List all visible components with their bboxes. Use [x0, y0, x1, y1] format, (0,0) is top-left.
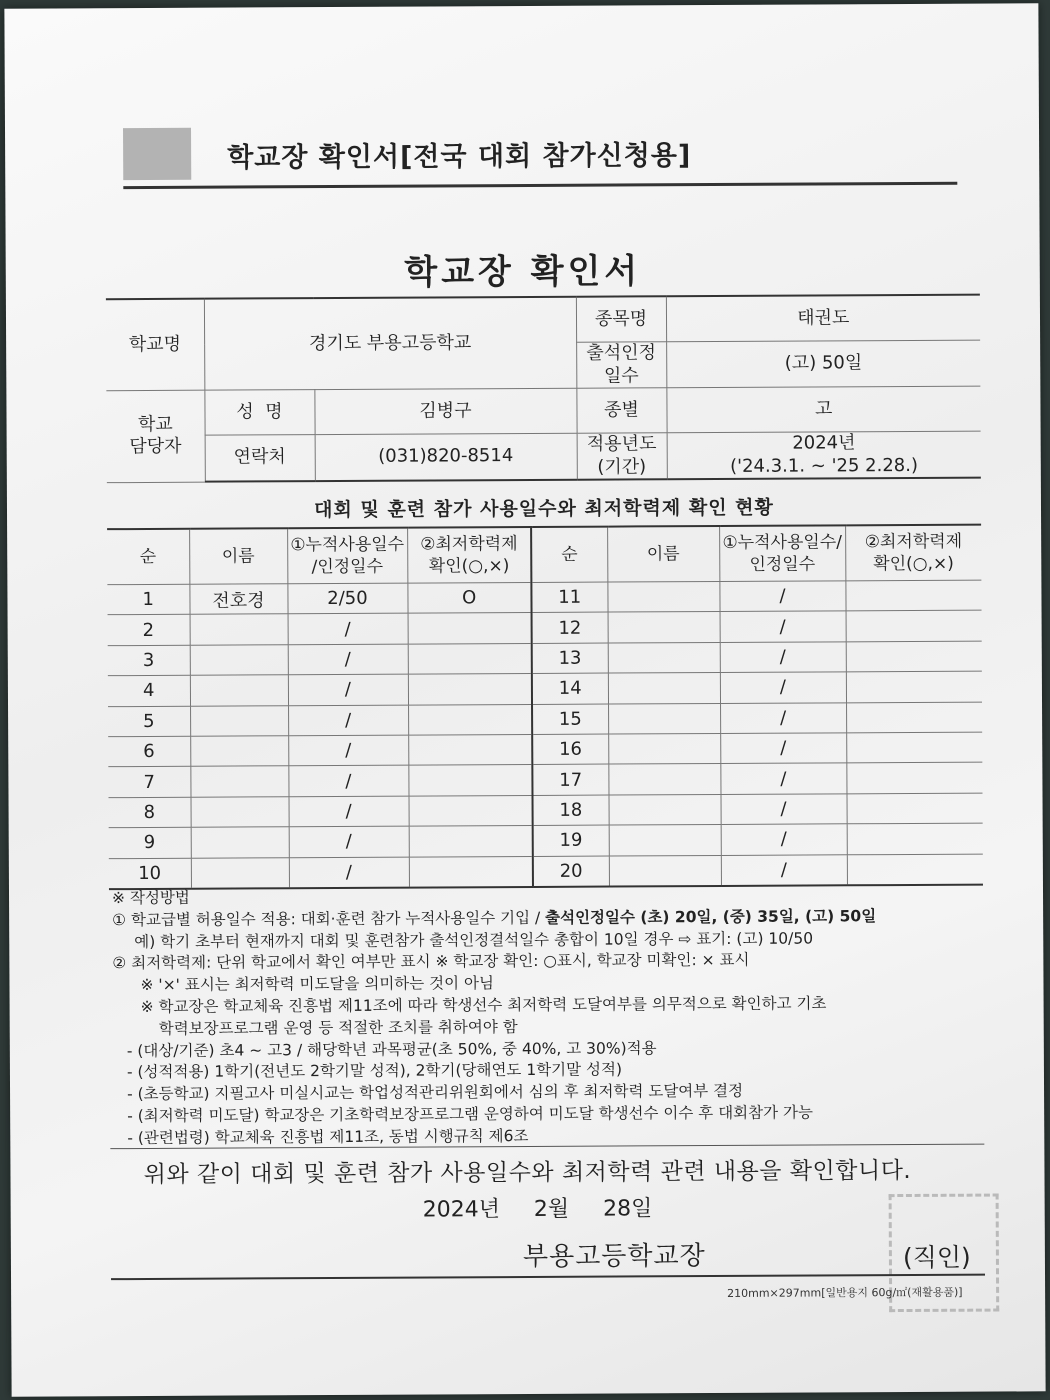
table-cell: 9 — [109, 827, 191, 858]
section-title: 대회 및 훈련 참가 사용일수와 최저학력제 확인 현황 — [314, 496, 774, 522]
table-cell — [846, 762, 982, 793]
instruction-detail: - (초등학교) 지필고사 미실시교는 학업성적관리위원회에서 심의 후 최저학력 도달여부 결정 — [127, 1082, 744, 1104]
confirmation-statement: 위와 같이 대회 및 훈련 참가 사용일수와 최저학력 관련 내용을 확인합니다. — [143, 1157, 912, 1189]
table-cell: 4 — [108, 675, 190, 706]
table-cell — [408, 765, 532, 796]
instruction-detail: - (성적적용) 1학기(전년도 2학기말 성적), 2학기(당해연도 1학기말 성적) — [126, 1060, 623, 1082]
table-cell: / — [288, 735, 408, 766]
table-row — [108, 671, 982, 706]
table-cell: / — [720, 611, 846, 642]
table-cell — [408, 704, 532, 735]
contact-label: 연락처 — [205, 435, 315, 482]
table-cell: / — [721, 854, 847, 886]
instruction-note: ※ 학교장은 학교체육 진흥법 제11조에 따라 학생선수 최저학력 도달여부를 의무적으로 확인하고 기초 — [140, 994, 827, 1017]
table-cell — [608, 794, 720, 825]
table-cell — [846, 702, 982, 733]
form-header-title: 학교장 확인서[전국 대회 참가신청용] — [227, 140, 692, 174]
table-cell: 16 — [532, 734, 608, 765]
table-row — [107, 580, 981, 615]
table-cell — [608, 673, 720, 704]
table-cell: / — [289, 796, 409, 827]
table-cell: / — [289, 857, 409, 889]
attendance-label: 출석인정 일수 — [576, 342, 666, 388]
table-cell: / — [719, 581, 845, 612]
col-header: 순 — [531, 527, 607, 583]
col-header: ①누적사용일수 /인정일수 — [287, 528, 407, 584]
table-cell: 18 — [532, 795, 608, 826]
table-cell: 2/50 — [287, 583, 407, 614]
table-cell: 14 — [532, 673, 608, 704]
table-cell — [190, 645, 288, 676]
table-cell — [608, 642, 720, 673]
form-number-block — [123, 128, 191, 180]
document-title: 학교장 확인서 — [404, 251, 642, 293]
col-header: 순 — [107, 529, 189, 585]
table-row — [109, 823, 983, 858]
table-cell — [190, 614, 288, 645]
table-cell: 6 — [108, 736, 190, 767]
table-cell — [409, 795, 533, 826]
table-cell: O — [407, 582, 531, 613]
table-cell: / — [720, 672, 846, 703]
table-cell — [607, 581, 719, 612]
table-row — [108, 762, 982, 797]
table-cell: / — [720, 733, 846, 764]
table-cell: / — [288, 765, 408, 796]
instruction-detail: - (관련법령) 학교체육 진흥법 제11조, 동법 시행규칙 제6조 — [127, 1126, 529, 1147]
table-cell — [846, 671, 982, 702]
table-cell: / — [720, 763, 846, 794]
col-header: 이름 — [607, 526, 719, 582]
table-cell — [846, 732, 982, 763]
instructions-heading: ※ 작성방법 — [111, 888, 190, 908]
school-value: 경기도 부용고등학교 — [204, 297, 576, 390]
table-cell — [408, 643, 532, 674]
table-row — [108, 732, 982, 767]
table-row — [108, 610, 982, 645]
table-cell: 2 — [108, 615, 190, 646]
table-cell — [846, 793, 982, 824]
type-label: 종별 — [576, 388, 666, 433]
table-cell: 3 — [108, 645, 190, 676]
table-cell — [408, 734, 532, 765]
table-cell: 8 — [109, 797, 191, 828]
table-cell — [846, 610, 982, 641]
table-cell — [191, 796, 289, 827]
table-cell: 12 — [532, 612, 608, 643]
table-cell: 7 — [108, 767, 190, 798]
table-cell — [409, 826, 533, 857]
table-cell — [191, 857, 289, 888]
table-cell: 1 — [107, 584, 189, 615]
type-value: 고 — [666, 386, 980, 433]
table-cell: / — [288, 614, 408, 645]
table-cell — [609, 855, 721, 886]
table-cell: / — [721, 824, 847, 855]
contact-value: (031)820-8514 — [315, 433, 577, 481]
col-header: 이름 — [189, 528, 287, 584]
table-cell: / — [720, 794, 846, 825]
instruction-detail: - (최저학력 미도달) 학교장은 기초학력보장프로그램 운영하여 미도달 학생선수 이수 후 대회참가 가능 — [127, 1103, 813, 1126]
year-label: 적용년도 (기간) — [577, 433, 667, 480]
table-cell — [847, 854, 983, 886]
instructions — [112, 884, 993, 1150]
table-cell: 11 — [531, 582, 607, 613]
table-cell: 전호경 — [189, 584, 287, 615]
table-cell: 19 — [533, 825, 609, 856]
instruction-emphasis: 출석인정일수 (초) 20일, (중) 35일, (고) 50일 — [545, 906, 877, 927]
table-cell — [608, 703, 720, 734]
event-label: 종목명 — [576, 296, 666, 342]
table-cell — [845, 580, 981, 611]
year-value: 2024년 ('24.3.1. ~ '25 2.28.) — [667, 431, 981, 479]
col-header: ②최저학력제 확인(○,×) — [845, 525, 981, 581]
manager-label: 학교 담당자 — [106, 390, 204, 482]
table-cell: 10 — [109, 858, 191, 889]
instruction-item-1 — [112, 905, 992, 931]
table-cell: / — [288, 705, 408, 736]
name-value: 김병구 — [314, 388, 576, 434]
table-cell: / — [288, 674, 408, 705]
table-cell — [190, 675, 288, 706]
table-cell: / — [720, 642, 846, 673]
instruction-note: 학력보장프로그램 운영 등 적절한 조치를 취하여야 함 — [158, 1017, 518, 1038]
table-cell — [409, 856, 533, 888]
table-cell — [190, 766, 288, 797]
event-value: 태권도 — [666, 295, 980, 342]
col-header: ①누적사용일수/ 인정일수 — [719, 525, 845, 581]
table-cell — [609, 825, 721, 856]
table-cell: 20 — [533, 856, 609, 887]
table-cell — [608, 733, 720, 764]
table-cell — [408, 613, 532, 644]
table-cell: / — [720, 702, 846, 733]
table-cell: 15 — [532, 704, 608, 735]
instruction-item-2: ② 최저학력제: 단위 학교에서 확인 여부만 표시 ※ 학교장 확인: ○표시, 학교장 미확인: × 표시 — [112, 951, 750, 973]
bottom-rule — [111, 1274, 985, 1281]
table-cell — [190, 705, 288, 736]
table-cell — [608, 612, 720, 643]
seal-label: (직인) — [902, 1242, 971, 1273]
table-cell: 17 — [532, 764, 608, 795]
table-cell — [847, 823, 983, 854]
paper-spec: 210mm×297mm[일반용지 60g/㎡(재활용품)] — [727, 1285, 963, 1300]
instruction-example: 예) 학기 초부터 현재까지 대회 및 훈련참가 출석인정결석일수 총합이 10일 경우 ⇨ 표기: (고) 10/50 — [134, 929, 814, 951]
table-row — [108, 702, 982, 737]
table-cell — [191, 827, 289, 858]
table-cell — [408, 674, 532, 705]
table-cell: 5 — [108, 706, 190, 737]
principal-title: 부용고등학교장 — [522, 1241, 706, 1273]
table-row — [109, 793, 983, 828]
school-label: 학교명 — [106, 299, 204, 391]
name-label: 성 명 — [204, 390, 314, 436]
instruction-note: ※ '×' 표시는 최저학력 미도달을 의미하는 것이 아님 — [140, 974, 495, 995]
table-cell — [846, 641, 982, 672]
table-cell: / — [288, 644, 408, 675]
document-date: 2024년 2월 28일 — [422, 1196, 653, 1223]
table-cell: / — [289, 826, 409, 857]
header-rule — [123, 182, 957, 189]
table-cell — [608, 764, 720, 795]
table-row — [108, 641, 982, 676]
participation-table — [107, 524, 983, 890]
table-cell: 13 — [532, 643, 608, 674]
document-paper — [4, 3, 1045, 1396]
table-cell — [190, 736, 288, 767]
attendance-value: (고) 50일 — [666, 340, 980, 388]
school-info-table — [106, 294, 981, 484]
instruction-detail: - (대상/기준) 초4 ~ 고3 / 해당학년 과목평균(초 50%, 중 40%, 고 30%)적용 — [126, 1038, 657, 1060]
col-header: ②최저학력제 확인(○,×) — [407, 527, 531, 583]
instruction-text: ① 학교급별 허용일수 적용: 대회·훈련 참가 누적사용일수 기입 / — [112, 908, 546, 929]
